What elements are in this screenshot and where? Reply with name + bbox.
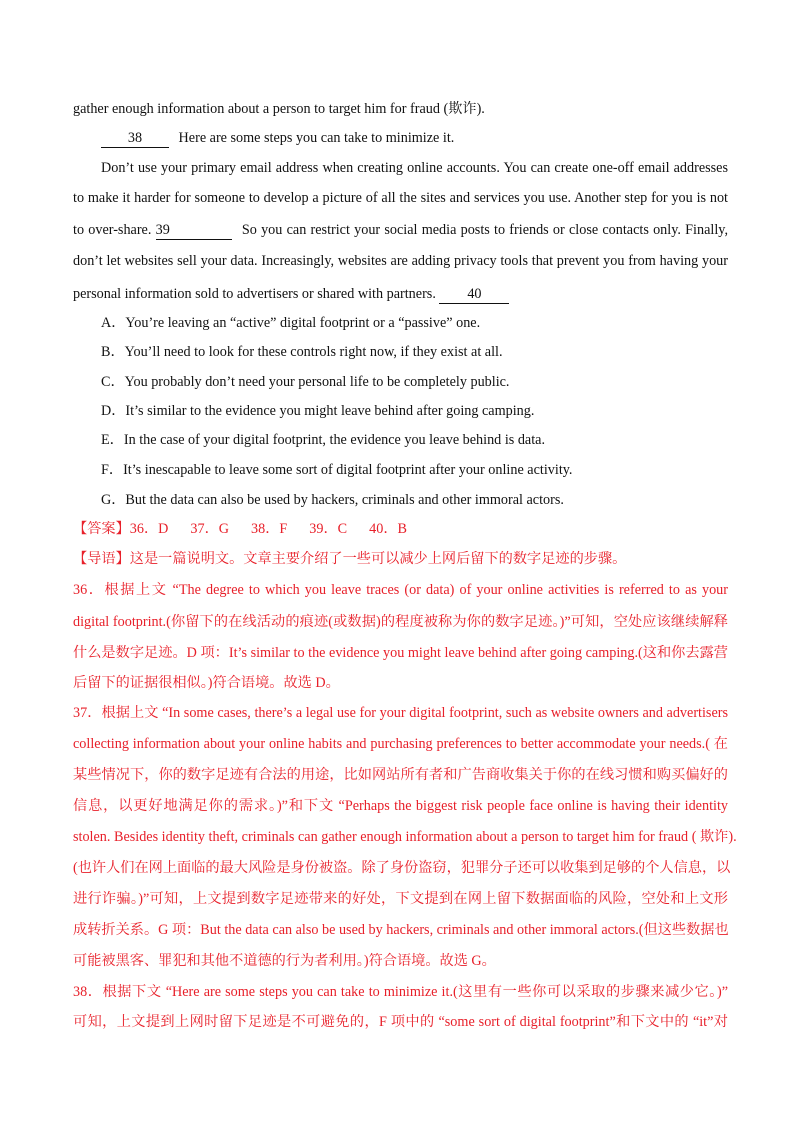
blank-39: 39	[156, 222, 232, 240]
explanation-line-14: 38．根据下文 “Here are some steps you can take to minimize it.(这里有一些你可以采取的步骤来减少它。)”	[73, 984, 728, 1000]
explanation-line-10: (也许人们在网上面临的最大风险是身份被盗。除了身份盗窃，犯罪分子还可以收集到足够的个人信息，以	[73, 860, 731, 876]
guide-line: 【导语】这是一篇说明文。文章主要介绍了一些可以减少上网后留下的数字足迹的步骤。	[73, 551, 627, 567]
blank-38: 38	[101, 130, 169, 148]
option-c: C．You probably don’t need your personal life to be completely public.	[101, 374, 510, 390]
answer-36: 36．D	[129, 521, 169, 537]
explanation-line-1: 36．根据上文 “The degree to which you leave traces (or data) of your online activities is referred to as your	[73, 582, 728, 598]
option-f: F．It’s inescapable to leave some sort of digital footprint after your online activity.	[101, 462, 573, 478]
answer-37: 37．G	[190, 521, 230, 537]
option-e: E．In the case of your digital footprint, the evidence you leave behind is data.	[101, 432, 546, 448]
explanation-line-8: 信息，以更好地满足你的需求。)”和下文 “Perhaps the biggest risk people face online is having their identity	[73, 798, 728, 814]
passage-line-3: Don’t use your primary email address when creating online accounts. You can create one-off email addresses	[101, 160, 728, 176]
answer-line	[73, 519, 728, 539]
option-a: A．You’re leaving an “active” digital footprint or a “passive” one.	[101, 315, 481, 331]
passage-line-1: gather enough information about a person to target him for fraud (欺诈).	[73, 101, 485, 117]
explanation-line-13: 可能被黑客、罪犯和其他不道德的行为者利用。)符合语境。故选 G。	[73, 953, 496, 969]
explanation-line-5: 37．根据上文 “In some cases, there’s a legal use for your digital footprint, such as website owners and advertisers	[73, 705, 728, 721]
passage-line-5-pre: to over-share.	[73, 222, 152, 238]
answer-39: 39．C	[309, 521, 348, 537]
explanation-line-11: 进行诈骗。)”可知，上文提到数字足迹带来的好处，下文提到在网上留下数据面临的风险，空处和上文形	[73, 891, 728, 907]
answer-38: 38．F	[251, 521, 288, 537]
blank-40: 40	[439, 286, 509, 304]
explanation-line-7: 某些情况下，你的数字足迹有合法的用途，比如网站所有者和广告商收集关于你的在线习惯和购买偏好的	[73, 767, 728, 783]
explanation-line-9: stolen. Besides identity theft, criminals can gather enough information about a person to target him for fraud ( 欺诈).	[73, 829, 737, 845]
passage-line-6: don’t let websites sell your data. Increasingly, websites are adding privacy tools that prevent you from having your	[73, 253, 728, 269]
option-d: D．It’s similar to the evidence you might leave behind after going camping.	[101, 403, 535, 419]
explanation-line-3: 什么是数字足迹。D 项：It’s similar to the evidence you might leave behind after going camping.(这和你去露营	[73, 645, 728, 661]
passage-line-7-pre: personal information sold to advertisers or shared with partners.	[73, 286, 436, 302]
passage-line-2	[101, 128, 728, 148]
passage-line-5-post: So you can restrict your social media posts to friends or close contacts only. Finally,	[241, 222, 728, 238]
option-g: G．But the data can also be used by hackers, criminals and other immoral actors.	[101, 492, 564, 508]
explanation-line-6: collecting information about your online habits and purchasing preferences to better accommodate your needs.( 在	[73, 736, 728, 752]
option-b: B．You’ll need to look for these controls right now, if they exist at all.	[101, 344, 503, 360]
passage-line-7	[73, 284, 728, 304]
explanation-line-2: digital footprint.(你留下的在线活动的痕迹(或数据)的程度被称为你的数字足迹。)”可知，空处应该继续解释	[73, 614, 728, 630]
passage-line-4: to make it harder for someone to develop a picture of all the sites and services you use. Another step for you is not	[73, 190, 728, 206]
explanation-line-15: 可知，上文提到上网时留下足迹是不可避免的，F 项中的 “some sort of digital footprint”和下文中的 “it”对	[73, 1014, 728, 1030]
passage-line-2-text: Here are some steps you can take to minimize it.	[178, 130, 455, 146]
explanation-line-12: 成转折关系。G 项：But the data can also be used by hackers, criminals and other immoral actors.(但这些数据也	[73, 922, 729, 938]
answer-label: 【答案】	[73, 521, 130, 537]
explanation-line-4: 后留下的证据很相似。)符合语境。故选 D。	[73, 675, 340, 691]
passage-line-5	[73, 220, 728, 240]
answer-40: 40．B	[369, 521, 407, 537]
